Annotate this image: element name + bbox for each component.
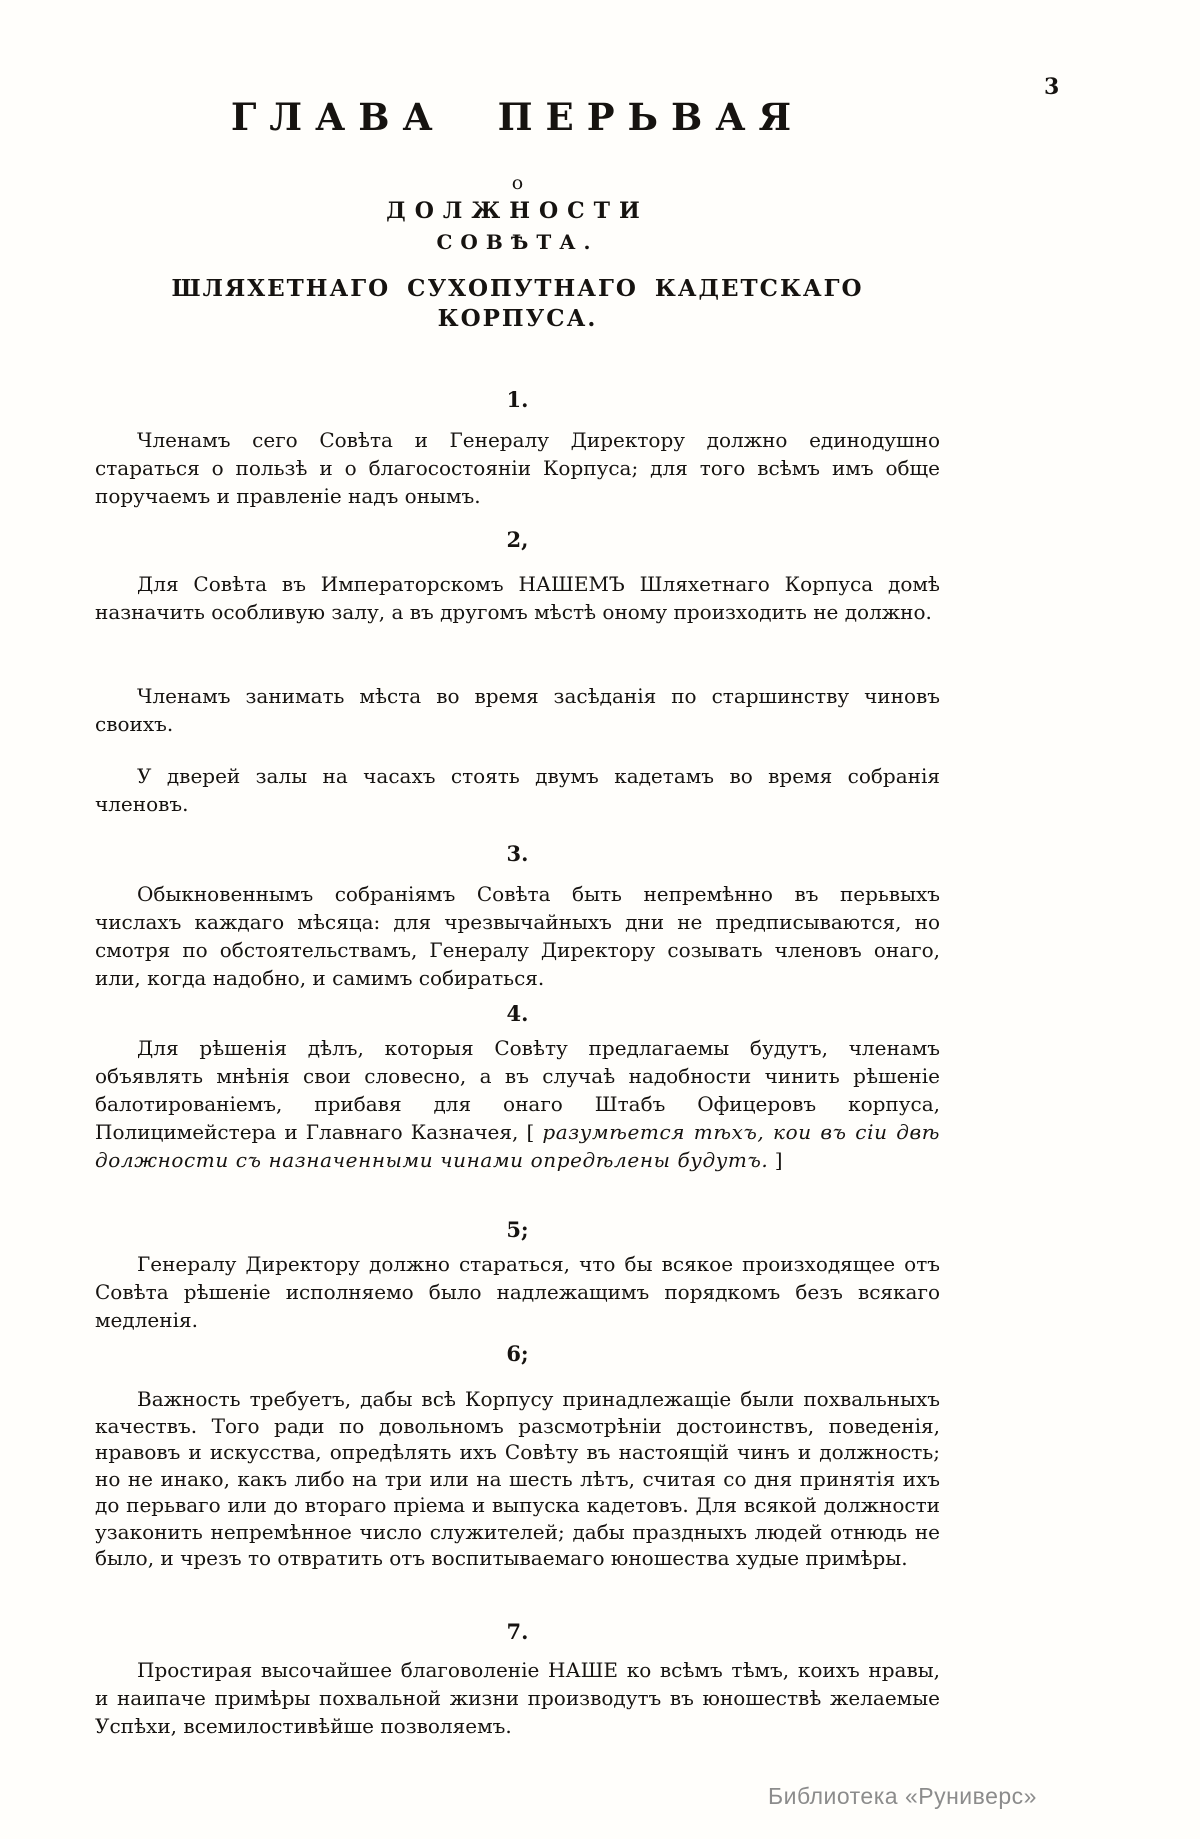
heading-corps-name: ШЛЯХЕТНАГО СУХОПУТНАГО КАДЕТСКАГО КОРПУСА.	[171, 275, 864, 332]
section-2-paragraph-3: У дверей залы на часахъ стоять двумъ кадетамъ во время собранія членовъ.	[95, 764, 940, 816]
heading-council: СОВѢТА.	[436, 230, 599, 254]
section-number-6: 6;	[506, 1341, 529, 1366]
section-number-5: 5;	[506, 1217, 529, 1242]
library-watermark: Библиотека «Руниверс»	[768, 1783, 1037, 1809]
chapter-header	[95, 94, 940, 334]
section-number-1: 1.	[506, 387, 529, 412]
section-5-paragraph: Генералу Директору должно стараться, что бы всякое произходящее отъ Совѣта рѣшеніе исполняемо было надлежащимъ порядкомъ безъ всякаго медленія.	[95, 1252, 940, 1332]
section-4-paragraph	[95, 1034, 940, 1174]
section-4-italic-note: разумѣется тѣхъ, кои въ сіи двѣ должности съ назначенными чинами опредѣлены будутъ.	[95, 1120, 941, 1172]
heading-duties: ДОЛЖНОСТИ	[386, 198, 649, 224]
section-1-paragraph: Членамъ сего Совѣта и Генералу Директору должно единодушно стараться о пользѣ и о благосостояніи Корпуса; для того всѣмъ имъ обще поручаемъ и правленіе надъ онымъ.	[95, 428, 940, 508]
section-number-4: 4.	[506, 1001, 529, 1026]
chapter-title: ГЛАВА ПЕРЬВАЯ	[230, 95, 805, 139]
section-number-2: 2,	[506, 527, 529, 552]
section-number-7: 7.	[506, 1619, 529, 1644]
section-2-paragraph-1: Для Совѣта въ Императорскомъ НАШЕМЪ Шляхетнаго Корпуса домѣ назначить особливую залу, а въ другомъ мѣстѣ оному произходить не должно.	[95, 572, 940, 624]
section-4-text: Для рѣшенія дѣлъ, которыя Совѣту предлагаемы будутъ, членамъ объявлять мнѣнія свои словесно, а въ случаѣ надобности чинить рѣшеніе балотированіемъ, прибавя для онаго Штабъ Офицеровъ корпуса, Полицимейстера и Главнаго Казначея, [	[95, 1036, 940, 1144]
heading-preposition: о	[511, 172, 524, 194]
page-number: 3	[1044, 74, 1060, 100]
section-3-paragraph: Обыкновеннымъ собраніямъ Совѣта быть непремѣнно въ перьвыхъ числахъ каждаго мѣсяца: для чрезвычайныхъ дни не предписываются, но смотря по обстоятельствамъ, Генералу Директору созывать членовъ онаго, или, когда надобно, и самимъ собираться.	[95, 882, 940, 990]
section-4-closing-bracket: ]	[768, 1148, 783, 1172]
section-number-3: 3.	[506, 841, 529, 866]
section-6-paragraph: Важность требуетъ, дабы всѣ Корпусу принадлежащіе были похвальныхъ качествъ. Того ради по довольномъ разсмотрѣніи достоинствъ, поведенія, нравовъ и искусства, опредѣлять ихъ Совѣту въ настоящій чинъ и должность; но не инако, какъ либо на три или на шесть лѣтъ, считая со дня принятія ихъ до перьваго или до втораго пріема и выпуска кадетовъ. Для всякой должности узаконить непремѣнное число служителей; дабы праздныхъ людей отнюдь не было, и чрезъ то отвратить отъ воспитываемаго юношества худые примѣры.	[95, 1387, 940, 1570]
section-7-paragraph: Простирая высочайшее благоволеніе НАШЕ ко всѣмъ тѣмъ, коихъ нравы, и наипаче примѣры похвальной жизни производутъ въ юношествѣ желаемые Успѣхи, всемилостивѣйше позволяемъ.	[95, 1658, 940, 1738]
section-2-paragraph-2: Членамъ занимать мѣста во время засѣданія по старшинству чиновъ своихъ.	[95, 684, 940, 736]
